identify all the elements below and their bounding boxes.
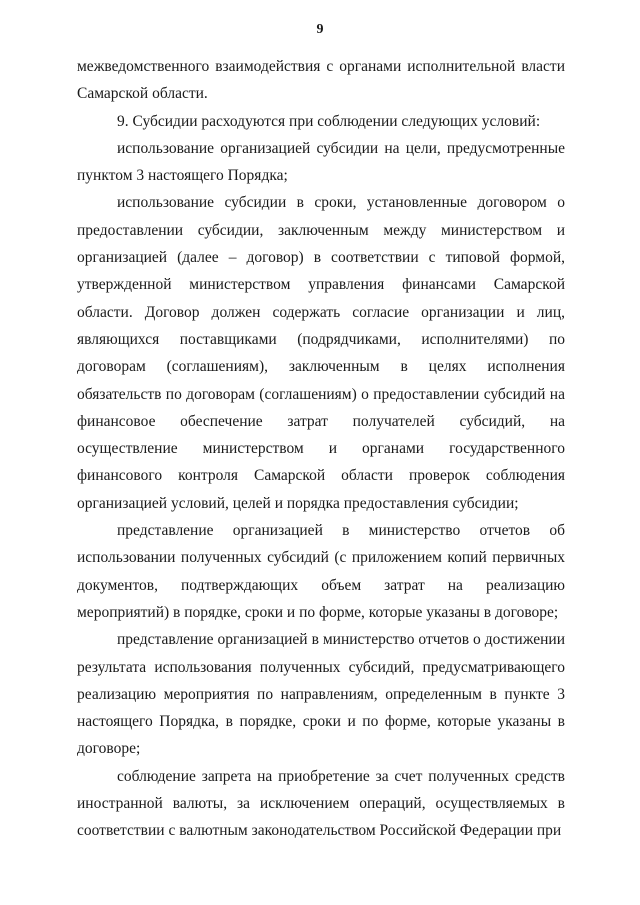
document-body: [77, 53, 565, 845]
paragraph-condition-usage-reports: представление организацией в министерство отчетов об использовании полученных субсидий (с приложением копий первичных документов, подтверждающих объем затрат на реализацию мероприятий) в порядке, сроки и по форме, которые указаны в договоре;: [77, 522, 565, 621]
page-number: 9: [316, 22, 324, 37]
paragraph-clause-9: 9. Субсидии расходуются при соблюдении следующих условий:: [117, 112, 541, 130]
paragraph-condition-purpose: использование организацией субсидии на цели, предусмотренные пунктом 3 настоящего Порядка;: [77, 139, 565, 185]
paragraph-condition-terms: использование субсидии в сроки, установленные договором о предоставлении субсидии, заключенным между министерством и организацией (далее – договор) в соответствии с типовой формой, утвержденной министерством управления финансами Самарской области. Договор должен содержать согласие организации и лиц, являющихся поставщиками (подрядчиками, исполнителями) по договорам (соглашениям), заключенным в целях исполнения обязательств по договорам (соглашениям) о предоставлении субсидий на финансовое обеспечение затрат получателей субсидий, на осуществление министерством и органами государственного финансового контроля Самарской области проверок соблюдения организацией условий, целей и порядка предоставления субсидии;: [77, 194, 565, 512]
paragraph-condition-currency-ban: соблюдение запрета на приобретение за счет полученных средств иностранной валюты, за исключением операций, осуществляемых в соответствии с валютным законодательством Российской Федерации при: [77, 767, 565, 840]
paragraph-continuation: межведомственного взаимодействия с органами исполнительной власти Самарской области.: [77, 58, 565, 103]
paragraph-condition-result-reports: представление организацией в министерство отчетов о достижении результата использования полученных субсидий, предусматривающего реализацию мероприятия по направлениям, определенным в пункте 3 настоящего Порядка, в порядке, сроки и по форме, которые указаны в договоре;: [77, 631, 565, 758]
